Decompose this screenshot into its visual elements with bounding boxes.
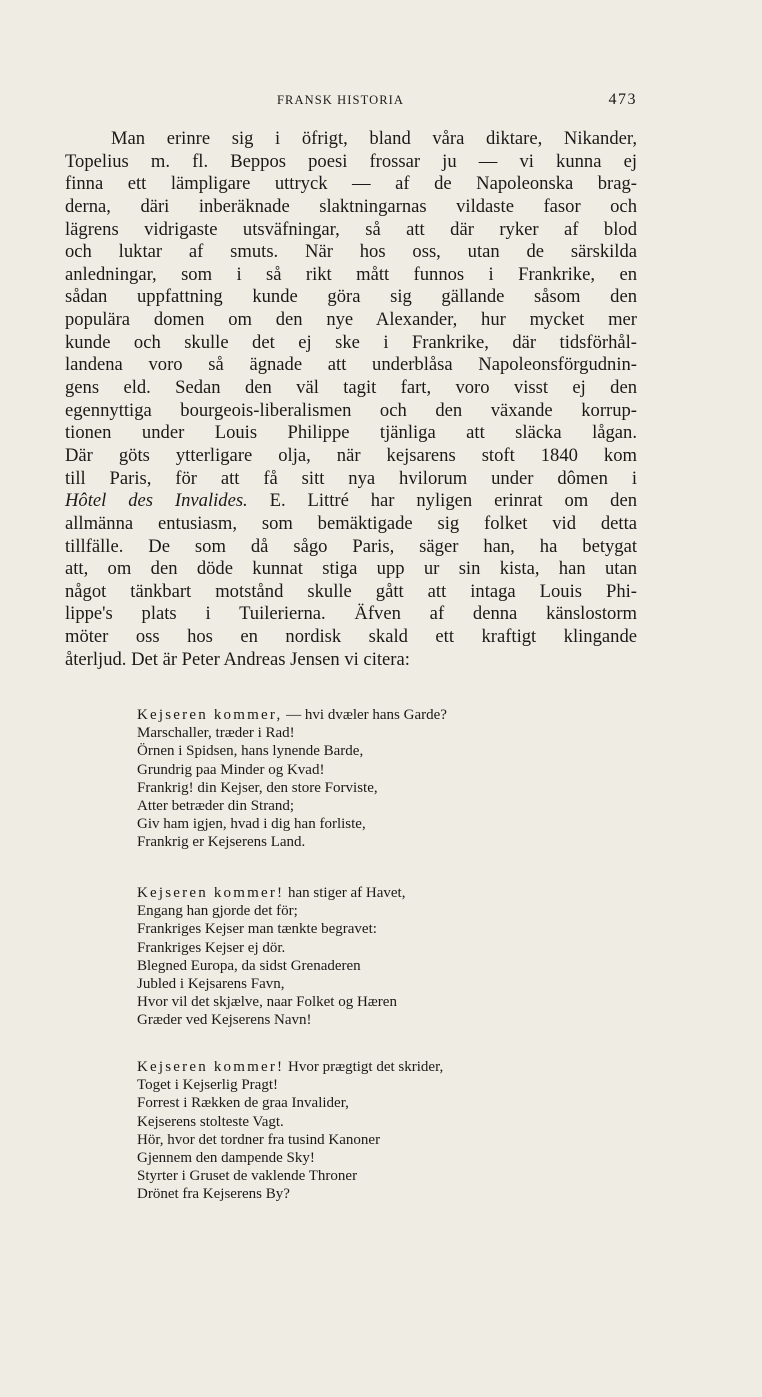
running-head bbox=[0, 93, 762, 113]
poem-line: Forrest i Rækken de graa Invalider, bbox=[137, 1095, 349, 1112]
poem-line: Toget i Kejserlig Pragt! bbox=[137, 1077, 278, 1094]
paragraph-line: lägrens vidrigaste utsväfningar, så att där ryker af blod bbox=[65, 218, 637, 240]
poem-line-rest: — hvi dvæler hans Garde? bbox=[282, 707, 447, 723]
poem-stanza bbox=[137, 1058, 577, 1204]
poem-line: Frankrig! din Kejser, den store Forviste, bbox=[137, 779, 378, 796]
poem-line: Frankriges Kejser ej dör. bbox=[137, 939, 286, 956]
paragraph-line: och luktar af smuts. När hos oss, utan de särskilda bbox=[65, 241, 637, 263]
poem-line-rest: han stiger af Havet, bbox=[284, 885, 406, 901]
poem-line-rest: Hvor prægtigt det skrider, bbox=[284, 1059, 444, 1075]
paragraph-line: Man erinre sig i öfrigt, bland våra diktare, Nikander, bbox=[111, 128, 637, 149]
poem-line: Örnen i Spidsen, hans lynende Barde, bbox=[137, 743, 364, 760]
italic-phrase: Hôtel des Invalides. bbox=[65, 490, 248, 512]
paragraph-line: allmänna entusiasm, som bemäktigade sig folket vid detta bbox=[65, 512, 637, 534]
paragraph-line: Topelius m. fl. Beppos poesi frossar ju — vi kunna ej bbox=[65, 150, 637, 172]
poem-lead: Kejseren kommer! bbox=[137, 885, 285, 901]
page-number: 473 bbox=[608, 91, 637, 108]
poem-line: Frankriges Kejser man tænkte begravet: bbox=[137, 921, 377, 938]
poem-line bbox=[137, 706, 577, 724]
poem-line: Kejserens stolteste Vagt. bbox=[137, 1113, 284, 1130]
poem-stanza bbox=[137, 884, 577, 1030]
paragraph-line: att, om den döde kunnat stiga upp ur sin kista, han utan bbox=[65, 558, 637, 580]
poem-stanza bbox=[137, 706, 577, 852]
paragraph-line: landena voro så ägnade att underblåsa Napoleonsförgudnin- bbox=[65, 354, 637, 376]
paragraph-line-rest: E. Littré har nyligen erinrat om den bbox=[247, 490, 638, 512]
paragraph-line: gens eld. Sedan den väl tagit fart, voro visst ej den bbox=[65, 377, 637, 399]
poem-line: Frankrig er Kejserens Land. bbox=[137, 834, 306, 851]
poem-line: Hvor vil det skjælve, naar Folket og Hæren bbox=[137, 994, 397, 1011]
poem-lead: Kejseren kommer, bbox=[137, 707, 283, 723]
poem-line: Giv ham igjen, hvad i dig han forliste, bbox=[137, 816, 366, 833]
paragraph-line: något tänkbart motstånd skulle gått att intaga Louis Phi- bbox=[65, 580, 637, 602]
paragraph-line: till Paris, för att få sitt nya hvilorum under dômen i bbox=[65, 467, 637, 489]
paragraph-line: egennyttiga bourgeois-liberalismen och den växande korrup- bbox=[65, 399, 637, 421]
paragraph-line: tionen under Louis Philippe tjänliga att släcka lågan. bbox=[65, 422, 637, 444]
poem-line: Drönet fra Kejserens By? bbox=[137, 1186, 290, 1203]
paragraph-line: lippe's plats i Tuilerierna. Äfven af denna känslostorm bbox=[65, 603, 637, 625]
paragraph-line: finna ett lämpligare uttryck — af de Napoleonska brag- bbox=[65, 173, 637, 195]
poem-line: Jubled i Kejsarens Favn, bbox=[137, 975, 285, 992]
paragraph-line: sådan uppfattning kunde göra sig gällande såsom den bbox=[65, 286, 637, 308]
body-paragraph bbox=[65, 128, 637, 671]
paragraph-line: derna, däri inberäknade slaktningarnas vildaste fasor och bbox=[65, 195, 637, 217]
paragraph-line: tillfälle. De som då sågo Paris, säger han, ha betygat bbox=[65, 535, 637, 557]
poem-line: Græder ved Kejserens Navn! bbox=[137, 1012, 312, 1029]
poem-line: Blegned Europa, da sidst Grenaderen bbox=[137, 957, 361, 974]
paragraph-line: anledningar, som i så rikt mått funnos i Frankrike, en bbox=[65, 263, 637, 285]
paragraph-line: Där göts ytterligare olja, när kejsarens stoft 1840 kom bbox=[65, 444, 637, 466]
poem-line: Gjennem den dampende Sky! bbox=[137, 1149, 315, 1166]
paragraph-line: kunde och skulle det ej ske i Frankrike, där tidsförhål- bbox=[65, 331, 637, 353]
poem-lead: Kejseren kommer! bbox=[137, 1059, 285, 1075]
poem-line: Engang han gjorde det för; bbox=[137, 903, 298, 920]
poem-line: Styrter i Gruset de vaklende Throner bbox=[137, 1168, 358, 1185]
paragraph-line-with-italic bbox=[65, 490, 637, 513]
poem-line: Marschaller, træder i Rad! bbox=[137, 725, 295, 742]
poem-line: Hör, hvor det tordner fra tusind Kanoner bbox=[137, 1131, 381, 1148]
paragraph-line: populära domen om den nye Alexander, hur mycket mer bbox=[65, 309, 637, 331]
poem-line bbox=[137, 1058, 577, 1076]
paragraph-line: återljud. Det är Peter Andreas Jensen vi citera: bbox=[65, 648, 410, 670]
paragraph-line: möter oss hos en nordisk skald ett kraftigt klingande bbox=[65, 626, 637, 648]
running-title: FRANSK HISTORIA bbox=[277, 93, 405, 107]
poem-line: Grundrig paa Minder og Kvad! bbox=[137, 761, 325, 778]
poem-line: Atter betræder din Strand; bbox=[137, 797, 295, 814]
poem-line bbox=[137, 884, 577, 902]
